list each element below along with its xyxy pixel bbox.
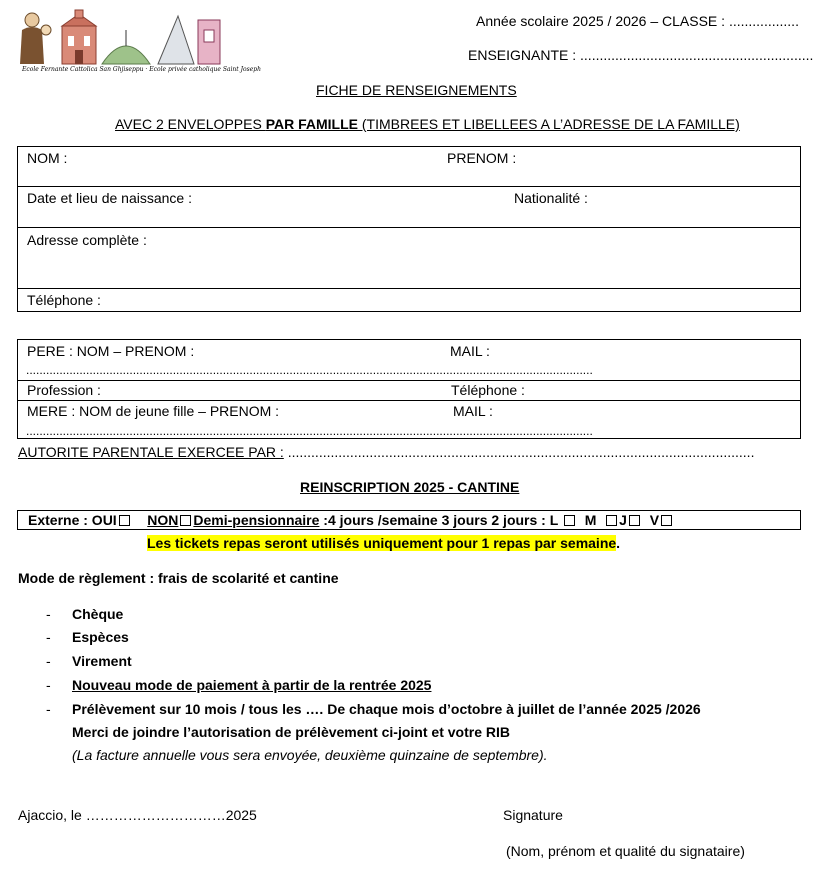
envelopes-text-bold: PAR FAMILLE: [265, 116, 358, 132]
teacher-line: ENSEIGNANTE : ............................................................: [468, 47, 814, 63]
nationality-label: Nationalité :: [514, 190, 588, 206]
cantine-title: REINSCRIPTION 2025 - CANTINE: [300, 479, 520, 495]
authority-dots: ........................................................................................................................: [283, 444, 755, 460]
address-label: Adresse complète :: [27, 232, 147, 248]
externe-label: Externe : OUI: [28, 512, 117, 528]
cantine-options: [28, 512, 674, 528]
father-label: PERE : NOM – PRENOM :: [27, 343, 195, 359]
parents-phone-label: Téléphone :: [451, 382, 525, 398]
logo-caption: Ecole Fernante Cattolica San Ghjiseppu · Ecole privée catholique Saint Joseph: [22, 66, 261, 73]
divider: [17, 400, 801, 401]
externe-oui-checkbox[interactable]: [119, 515, 130, 526]
envelopes-text-start: AVEC 2 ENVELOPPES: [115, 116, 266, 132]
tickets-highlight: Les tickets repas seront utilisés uniquement pour 1 repas par semaine: [147, 535, 617, 551]
signature-label: Signature: [503, 807, 563, 823]
list-dash: -: [46, 677, 51, 693]
signature-note: (Nom, prénom et qualité du signataire): [506, 843, 745, 859]
birth-label: Date et lieu de naissance :: [27, 190, 192, 206]
envelopes-text-end: (TIMBREES ET LIBELLEES A L’ADRESSE DE LA FAMILLE): [358, 116, 740, 132]
place-date: Ajaccio, le …………………………2025: [18, 807, 257, 823]
list-dash: -: [46, 701, 51, 717]
non-label: NON: [147, 512, 179, 528]
divider: [17, 288, 801, 289]
mother-dotted-line: ..........................................................................................................................................................................: [26, 424, 593, 438]
list-dash: -: [46, 653, 51, 669]
lundi-checkbox[interactable]: [564, 515, 575, 526]
payment-item-especes: Espèces: [72, 629, 129, 645]
child-nom-label: NOM :: [27, 150, 68, 166]
payment-title: Mode de règlement : frais de scolarité et cantine: [18, 570, 339, 586]
profession-label: Profession :: [27, 382, 101, 398]
payment-item-cheque: Chèque: [72, 606, 124, 622]
school-year-line: Année scolaire 2025 / 2026 – CLASSE : ..................: [476, 13, 799, 29]
divider: [17, 186, 801, 187]
payment-item-virement: Virement: [72, 653, 132, 669]
child-prenom-label: PRENOM :: [447, 150, 517, 166]
payment-levy-line: Prélèvement sur 10 mois / tous les …. De chaque mois d’octobre à juillet de l’année 2025 /2026: [72, 701, 701, 717]
mardi-label: M: [584, 512, 597, 528]
demi-pension-label: Demi-pensionnaire: [193, 512, 320, 528]
envelopes-line: [115, 116, 740, 132]
authority-line: [18, 444, 802, 460]
invoice-note: (La facture annuelle vous sera envoyée, deuxième quinzaine de septembre).: [72, 747, 548, 763]
divider: [17, 227, 801, 228]
jeudi-label: J: [619, 512, 627, 528]
payment-levy-note: Merci de joindre l’autorisation de prélèvement ci-joint et votre RIB: [72, 724, 510, 740]
mother-label: MERE : NOM de jeune fille – PRENOM :: [27, 403, 280, 419]
list-dash: -: [46, 606, 51, 622]
externe-non-checkbox[interactable]: [180, 515, 191, 526]
divider: [17, 380, 801, 381]
father-dotted-line: ..........................................................................................................................................................................: [26, 363, 593, 377]
child-phone-label: Téléphone :: [27, 292, 101, 308]
mardi-checkbox[interactable]: [606, 515, 617, 526]
payment-new-mode: Nouveau mode de paiement à partir de la rentrée 2025: [72, 677, 432, 693]
vendredi-checkbox[interactable]: [661, 515, 672, 526]
vendredi-label: V: [649, 512, 660, 528]
jeudi-checkbox[interactable]: [629, 515, 640, 526]
tickets-notice: Les tickets repas seront utilisés uniquement pour 1 repas par semaine.: [147, 535, 621, 551]
father-mail-label: MAIL :: [450, 343, 490, 359]
jours-label: :4 jours /semaine 3 jours 2 jours : L: [319, 512, 559, 528]
page-title: FICHE DE RENSEIGNEMENTS: [316, 82, 517, 98]
mother-mail-label: MAIL :: [453, 403, 493, 419]
authority-label: AUTORITE PARENTALE EXERCEE PAR :: [18, 444, 284, 460]
list-dash: -: [46, 629, 51, 645]
